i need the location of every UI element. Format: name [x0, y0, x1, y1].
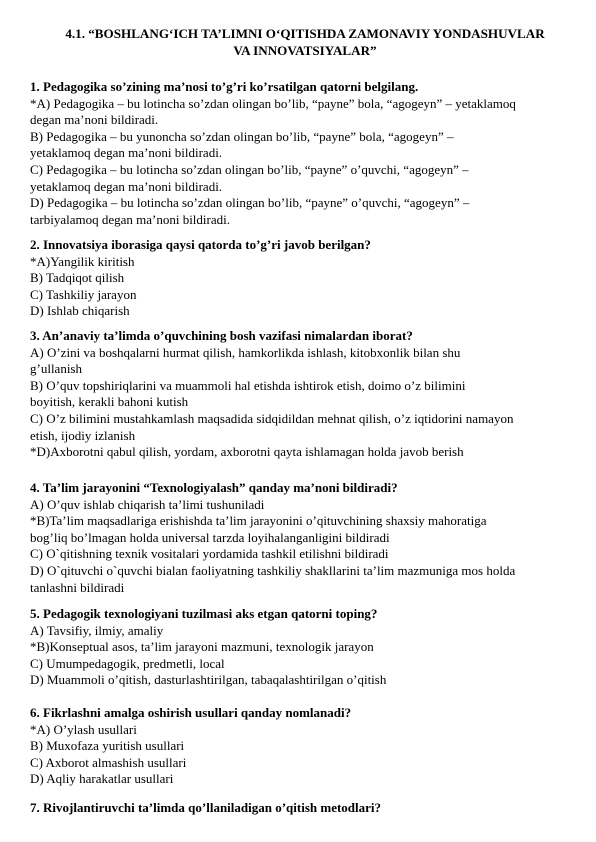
answer-option-line: C) Tashkiliy jarayon	[30, 286, 137, 302]
question-block-7	[30, 800, 578, 817]
question-block-6	[30, 705, 578, 788]
answer-option-line: *B)Konseptual asos, ta’lim jarayoni mazmuni, texnologik jarayon	[30, 639, 374, 655]
answer-option-line: D) Aqliy harakatlar usullari	[30, 771, 174, 787]
question-block-1	[30, 79, 578, 228]
document-title	[40, 26, 570, 59]
title-line-1: 4.1. “BOSHLANG‘ICH TA’LIMNI O‘QITISHDA ZAMONAVIY YONDASHUVLAR	[65, 26, 545, 41]
question-text: 2. Innovatsiya iborasiga qaysi qatorda to’g’ri javob berilgan?	[30, 237, 371, 252]
question-block-2	[30, 237, 578, 320]
answer-option-line: D) Muammoli o’qitish, dasturlashtirilgan, tabaqalashtirilgan o’qitish	[30, 672, 387, 688]
question-text: 5. Pedagogik texnologiyani tuzilmasi aks etgan qatorni toping?	[30, 606, 378, 621]
answer-option-line: B) Pedagogika – bu yunoncha so’zdan olingan bo’lib, “payne” bola, “agogeyn” –	[30, 128, 454, 144]
question-block-4	[30, 480, 578, 596]
question-text: 1. Pedagogika so’zining ma’nosi to’g’ri ko’rsatilgan qatorni belgilang.	[30, 79, 419, 94]
question-block-3	[30, 328, 578, 461]
question-text: 4. Ta’lim jarayonini “Texnologiyalash” qanday ma’noni bildiradi?	[30, 480, 398, 495]
question-text: 6. Fikrlashni amalga oshirish usullari qanday nomlanadi?	[30, 705, 352, 720]
answer-option-line: *B)Ta’lim maqsadlariga erishishda ta’lim jarayonini o’qituvchining shaxsiy mahoratiga	[30, 513, 487, 529]
answer-option-line: yetaklamoq degan ma’noni bildiradi.	[30, 178, 223, 194]
answer-option-line: B) Tadqiqot qilish	[30, 270, 125, 286]
answer-option-line: D) Pedagogika – bu lotincha so’zdan olingan bo’lib, “payne” o’quvchi, “agogeyn” –	[30, 195, 470, 211]
question-block-5	[30, 606, 578, 689]
answer-option-line: etish, ijodiy izlanish	[30, 427, 136, 443]
answer-option-line: yetaklamoq degan ma’noni bildiradi.	[30, 145, 223, 161]
answer-option-line: D) Ishlab chiqarish	[30, 303, 130, 319]
answer-option-line: boyitish, kerakli bahoni kutish	[30, 394, 189, 410]
answer-option-line: A) O’zini va boshqalarni hurmat qilish, hamkorlikda ishlash, kitobxonlik bilan shu	[30, 344, 461, 360]
answer-option-line: A) Tavsifiy, ilmiy, amaliy	[30, 622, 164, 638]
answer-option-line: *A)Yangilik kiritish	[30, 253, 135, 269]
question-text: 7. Rivojlantiruvchi ta’limda qo’llaniladigan o’qitish metodlari?	[30, 800, 382, 815]
answer-option-line: *A) Pedagogika – bu lotincha so’zdan olingan bo’lib, “payne” bola, “agogeyn” – yetaklamoq	[30, 95, 516, 111]
answer-option-line: C) Axborot almashish usullari	[30, 754, 187, 770]
answer-option-line: *D)Axborotni qabul qilish, yordam, axborotni qayta ishlamagan holda javob berish	[30, 444, 464, 460]
answer-option-line: B) Muxofaza yuritish usullari	[30, 738, 185, 754]
answer-option-line: C) O’z bilimini mustahkamlash maqsadida sidqidildan mehnat qilish, o’z iqtidorini namayon	[30, 410, 514, 426]
answer-option-line: tarbiyalamoq degan ma’noni bildiradi.	[30, 211, 230, 227]
answer-option-line: D) O`qituvchi o`quvchi bialan faoliyatning tashkiliy shakllarini ta’lim mazmuniga mos holda	[30, 562, 516, 578]
answer-option-line: degan ma’noni bildiradi.	[30, 112, 159, 128]
answer-option-line: tanlashni bildiradi	[30, 579, 125, 595]
answer-option-line: B) O’quv topshiriqlarini va muammoli hal etishda ishtirok etish, doimo o’z bilimini	[30, 377, 466, 393]
answer-option-line: C) Pedagogika – bu lotincha so’zdan olingan bo’lib, “payne” o’quvchi, “agogeyn” –	[30, 161, 469, 177]
answer-option-line: A) O’quv ishlab chiqarish ta’limi tushuniladi	[30, 496, 265, 512]
answer-option-line: C) O`qitishning texnik vositalari yordamida tashkil etilishni bildiradi	[30, 546, 389, 562]
answer-option-line: *A) O’ylash usullari	[30, 721, 137, 737]
answer-option-line: bog’liq bo’lmagan holda universal tarzda loyihalanganligini bildiradi	[30, 529, 390, 545]
question-text: 3. An’anaviy ta’limda o’quvchining bosh vazifasi nimalardan iborat?	[30, 328, 413, 343]
answer-option-line: C) Umumpedagogik, predmetli, local	[30, 655, 225, 671]
answer-option-line: g’ullanish	[30, 361, 82, 377]
title-line-2: VA INNOVATSIYALAR”	[233, 42, 377, 58]
